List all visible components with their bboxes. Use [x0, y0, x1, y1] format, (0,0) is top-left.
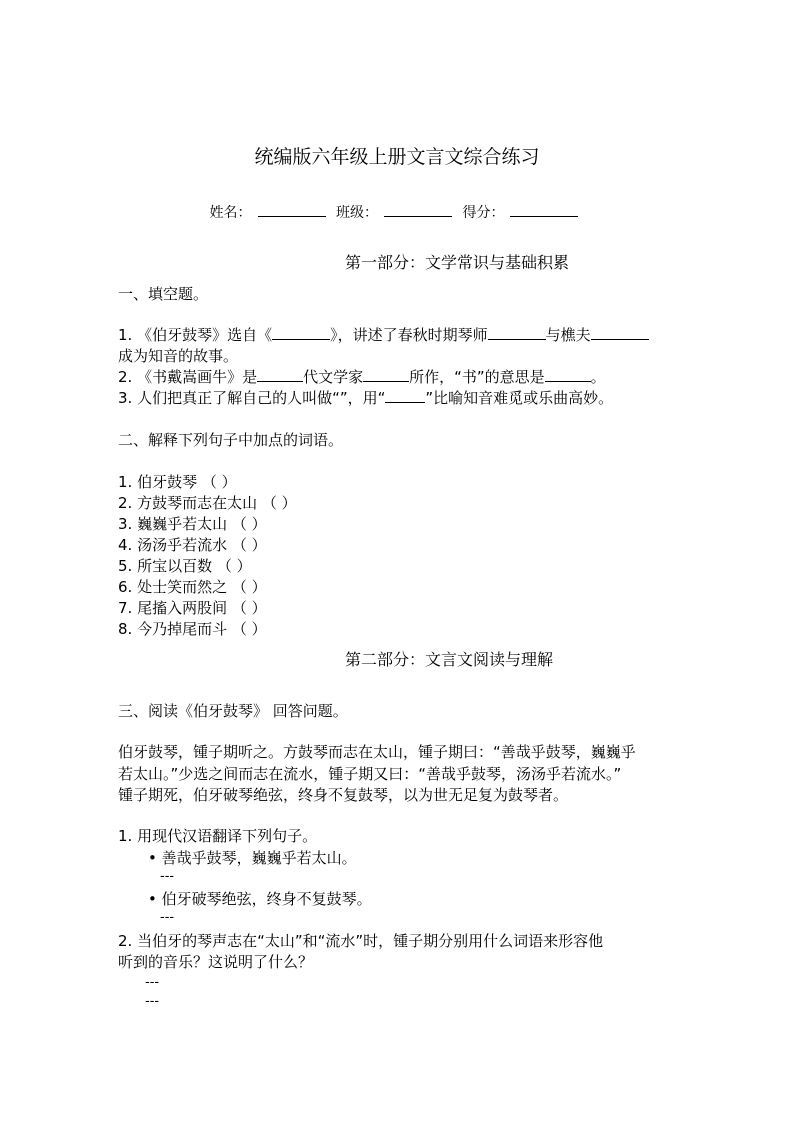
- fill-2-text-a: 2. 《书戴嵩画牛》是: [118, 368, 258, 386]
- name-blank[interactable]: [258, 202, 326, 217]
- word-item: 8. 今乃掉尾而斗 （ ）: [118, 620, 267, 638]
- passage-line: 若太山。”少选之间而志在流水，锺子期又曰：“善哉乎鼓琴，汤汤乎若流水。”: [118, 765, 622, 783]
- q3-heading: 三、阅读《伯牙鼓琴》 回答问题。: [118, 702, 348, 720]
- translate-item-1: • 善哉乎鼓琴，巍巍乎若太山。: [148, 849, 357, 867]
- fill-1-blank-c[interactable]: [591, 325, 649, 340]
- score-label: 得分：: [462, 205, 505, 221]
- answer-line[interactable]: ---: [160, 869, 175, 884]
- fill-1-blank-b[interactable]: [488, 325, 546, 340]
- passage-line: 伯牙鼓琴，锺子期听之。方鼓琴而志在太山，锺子期曰：“善哉乎鼓琴，巍巍乎: [118, 743, 636, 761]
- fill-1-text-c: 与樵夫: [545, 326, 591, 344]
- class-blank[interactable]: [384, 202, 452, 217]
- fill-2-blank-c[interactable]: [545, 367, 591, 382]
- fill-2-blank-a[interactable]: [257, 367, 303, 382]
- fill-2-text-d: 。: [590, 368, 606, 386]
- fill-1-text-b: 》，讲述了春秋时期琴师: [330, 326, 488, 344]
- fill-3-text-b: ”比喻知音难觅或乐曲高妙。: [425, 389, 614, 407]
- passage-line: 锺子期死，伯牙破琴绝弦，终身不复鼓琴，以为世无足复为鼓琴者。: [118, 786, 569, 804]
- fill-2-text-b: 代文学家: [303, 368, 364, 386]
- fill-question-1: [118, 325, 649, 346]
- answer-line[interactable]: ---: [160, 910, 175, 925]
- word-item: 5. 所宝以百数 （ ）: [118, 557, 252, 575]
- word-item: 4. 汤汤乎若流水 （ ）: [118, 536, 267, 554]
- part2-heading: 第二部分：文言文阅读与理解: [345, 650, 554, 669]
- word-item: 7. 尾搐入两股间 （ ）: [118, 599, 267, 617]
- fill-2-blank-b[interactable]: [363, 367, 409, 382]
- answer-line[interactable]: ---: [145, 994, 160, 1009]
- student-info-line: [0, 202, 794, 224]
- name-label: 姓名：: [209, 205, 252, 221]
- sub-question-2-line: 2. 当伯牙的琴声志在“太山”和“流水”时，锺子期分别用什么词语来形容他: [118, 932, 604, 950]
- score-blank[interactable]: [510, 202, 578, 217]
- word-item: 1. 伯牙鼓琴 （ ）: [118, 473, 237, 491]
- fill-question-3: [118, 388, 613, 409]
- word-item: 3. 巍巍乎若太山 （ ）: [118, 515, 267, 533]
- q1-heading: 一、填空题。: [118, 285, 209, 303]
- q2-heading: 二、解释下列句子中加点的词语。: [118, 431, 344, 449]
- word-item: 6. 处士笑而然之 （ ）: [118, 578, 267, 596]
- fill-question-1-cont: 成为知音的故事。: [118, 347, 239, 365]
- part1-heading: 第一部分：文学常识与基础积累: [345, 253, 570, 272]
- fill-3-text-a: 3. 人们把真正了解自己的人叫做“”，用“: [118, 389, 386, 407]
- fill-1-text-a: 1. 《伯牙鼓琴》选自《: [118, 326, 273, 344]
- answer-line[interactable]: ---: [145, 975, 160, 990]
- fill-1-blank-a[interactable]: [272, 325, 330, 340]
- fill-question-2: [118, 367, 606, 388]
- word-item: 2. 方鼓琴而志在太山 （ ）: [118, 494, 297, 512]
- fill-3-blank-a[interactable]: [385, 388, 425, 403]
- sub-question-1: 1. 用现代汉语翻译下列句子。: [118, 827, 318, 845]
- sub-question-2-line: 听到的音乐？这说明了什么？: [118, 953, 314, 971]
- page-title: 统编版六年级上册文言文综合练习: [254, 146, 540, 168]
- class-label: 班级：: [336, 205, 378, 221]
- fill-2-text-c: 所作，“书”的意思是: [409, 368, 545, 386]
- translate-item-2: • 伯牙破琴绝弦，终身不复鼓琴。: [148, 890, 372, 908]
